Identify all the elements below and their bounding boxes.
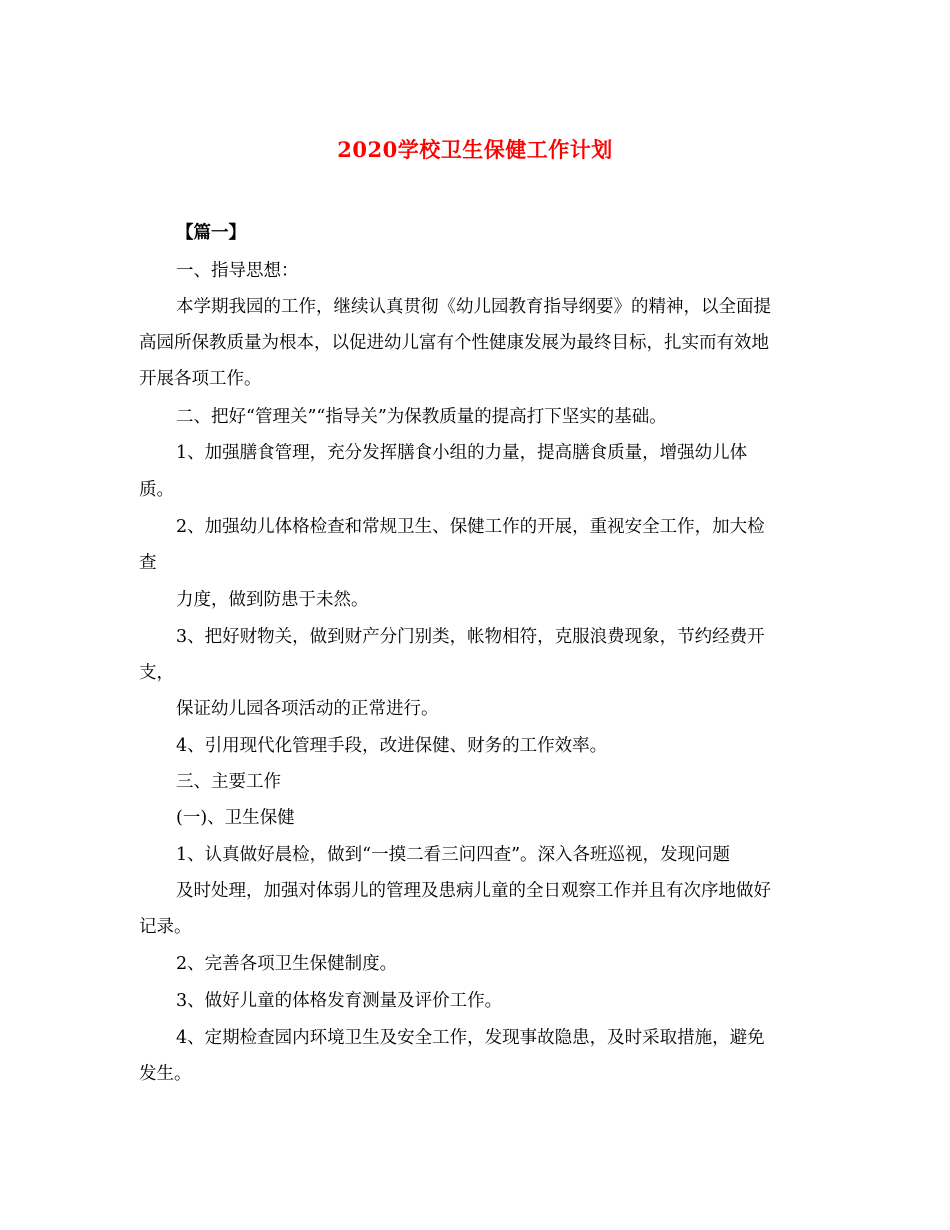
heading-guiding-ideology: 一、指导思想： bbox=[176, 261, 299, 281]
list-item: 4、引用现代化管理手段，改进保健、财务的工作效率。 bbox=[176, 736, 608, 756]
list-item: 3、把好财物关，做到财产分门别类，帐物相符，克服浪费现象，节约经费开 bbox=[176, 627, 765, 647]
list-item: 3、做好儿童的体格发育测量及评价工作。 bbox=[176, 991, 503, 1011]
paragraph-line: 力度，做到防患于未然。 bbox=[176, 590, 369, 610]
paragraph-line: 质。 bbox=[139, 480, 174, 500]
list-item: 2、完善各项卫生保健制度。 bbox=[176, 954, 398, 974]
paragraph-line: 保证幼儿园各项活动的正常进行。 bbox=[176, 699, 439, 719]
paragraph-line: 记录。 bbox=[139, 917, 192, 937]
paragraph-line: 开展各项工作。 bbox=[139, 369, 262, 389]
list-item: 2、加强幼儿体格检查和常规卫生、保健工作的开展，重视安全工作，加大检 bbox=[176, 517, 765, 537]
subheading-health-care: (一)、卫生保健 bbox=[176, 808, 295, 828]
paragraph-line: 高园所保教质量为根本，以促进幼儿富有个性健康发展为最终目标，扎实而有效地 bbox=[139, 333, 769, 353]
paragraph-line: 支， bbox=[139, 663, 174, 683]
list-item: 4、定期检查园内环境卫生及安全工作，发现事故隐患，及时采取措施，避免 bbox=[176, 1028, 765, 1048]
heading-management: 二、把好“管理关”“指导关”为保教质量的提高打下坚实的基础。 bbox=[176, 407, 667, 427]
list-item: 1、认真做好晨检，做到“一摸二看三问四查”。深入各班巡视，发现问题 bbox=[176, 845, 731, 865]
document-title: 2020学校卫生保健工作计划 bbox=[337, 137, 613, 162]
heading-main-work: 三、主要工作 bbox=[176, 772, 281, 792]
paragraph-line: 发生。 bbox=[139, 1064, 192, 1084]
list-item: 1、加强膳食管理，充分发挥膳食小组的力量，提高膳食质量，增强幼儿体 bbox=[176, 443, 748, 463]
paragraph-line: 本学期我园的工作，继续认真贯彻《幼儿园教育指导纲要》的精神，以全面提 bbox=[176, 297, 771, 317]
paragraph-line: 查 bbox=[139, 553, 157, 573]
section-heading-part-one: 【篇一】 bbox=[176, 223, 246, 243]
paragraph-line: 及时处理，加强对体弱儿的管理及患病儿童的全日观察工作并且有次序地做好 bbox=[176, 881, 771, 901]
